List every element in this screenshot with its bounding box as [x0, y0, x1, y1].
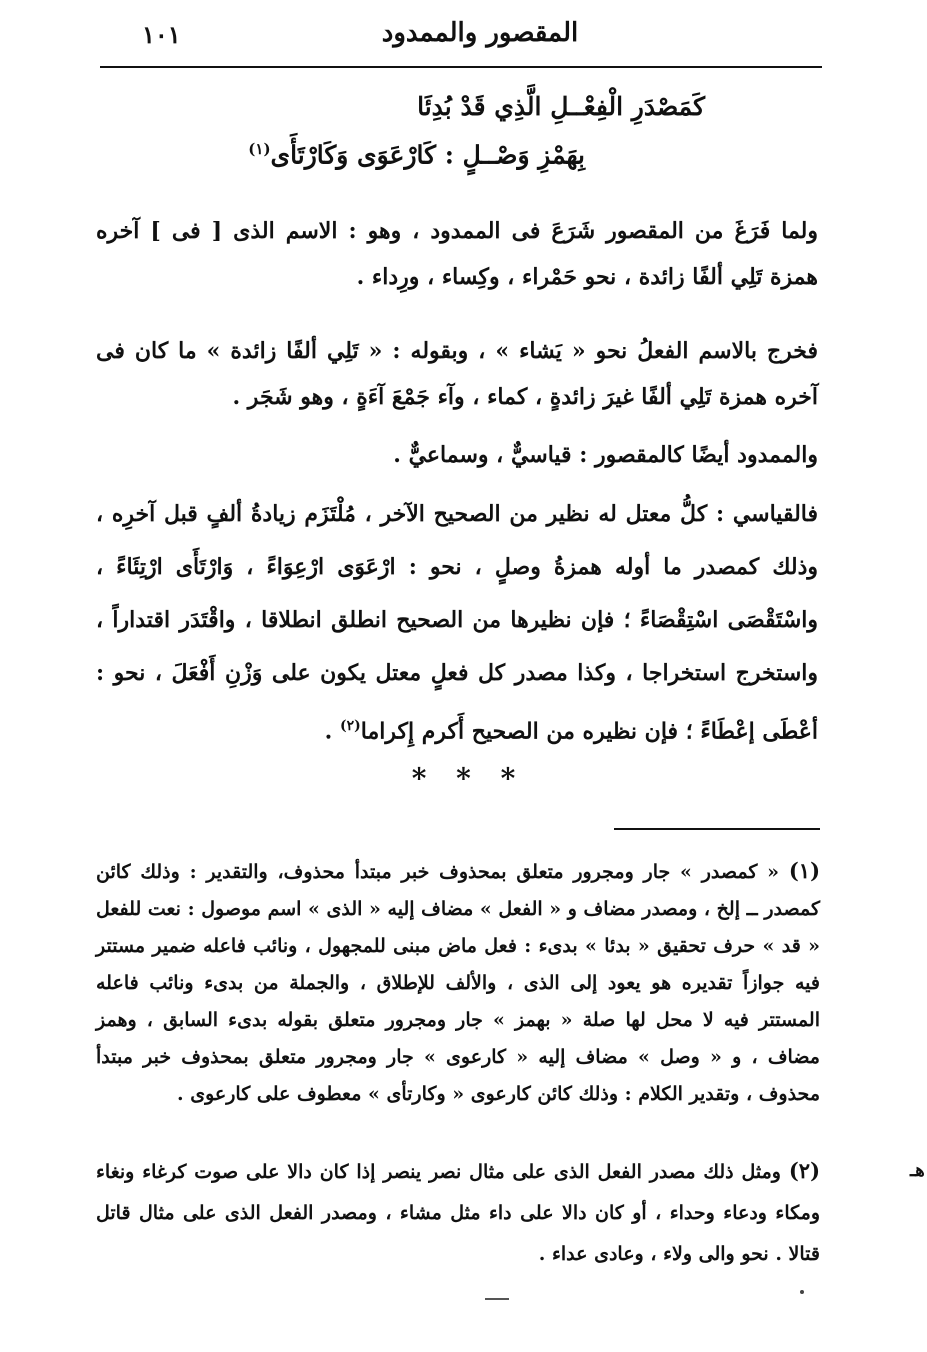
- paragraph-analogical-text: فالقياسي : كلُّ معتل له نظير من الصحيح الآخر ، مُلْتَزَم زيادةُ ألفٍ قبل آخرِه ، وذلك كمصدر ما أوله همزةُ وصلٍ ، نحو : ارْعَوَى ارْعِوَاءً ، وَارْتَأَى ارْتِئَاءً ، واسْتَقْصَى اسْتِقْصَاءً ؛ فإن نظيرها من الصحيح انطلق انطلاقا ، واقْتَدَر اقتداراً ، واستخرج استخراجا ، وكذا مصدر كل فعلٍ معتل يكون على وَزْنِ أَفْعَلَ ، نحو : أعْطَى إعْطَاءً ؛ فإن نظيره من الصحيح أَكرم إِكراما: [96, 501, 818, 745]
- paragraph-definition: ولما فَرَغَ من المقصور شَرَعَ فى الممدود ، وهو : الاسم الذى [ فى ] آخره همزة تَلِي ألفًا زائدة ، نحو حَمْراء ، وكِساء ، ورِداء .: [96, 218, 818, 290]
- footnote-2-number: (٢): [788, 1158, 820, 1183]
- margin-mark: هـ: [910, 1160, 925, 1181]
- page-header: [100, 18, 820, 62]
- footnote-1: [96, 852, 820, 1113]
- footnote-2: [96, 1150, 820, 1275]
- header-rule: [100, 66, 822, 68]
- bottom-dot: [800, 1290, 804, 1294]
- footnote-1-number: (١): [788, 858, 820, 883]
- verse-line-2-text: بِهَمْزِ وَصْــلٍ : كَارْعَوَى وَكَارْتَأَى: [270, 140, 585, 170]
- footnote-2-text: ومثل ذلك مصدر الفعل الذى على مثال نصر ينصر إذا كان دالا على صوت كرغاء ونغاء ومكاء ودعاء وحداء ، أو كان دالا على داء مثل مشاء ، ومصدر الفعل الذى على مثال قاتل قتالا . نحو والى ولاء ، وعادى عداء .: [96, 1161, 820, 1265]
- section-separator: * * *: [411, 762, 526, 795]
- footnote-ref-1: (١): [248, 140, 271, 158]
- footnote-rule: [614, 828, 820, 830]
- footnote-1-text: « كمصدر » جار ومجرور متعلق بمحذوف خبر مبتدأ محذوف، والتقدير : وذلك كائن كمصدر ــ إلخ ، ومصدر مضاف و « الفعل » مضاف إليه « الذى » اسم موصول : نعت للفعل « قد » حرف تحقيق « بدئا » بدىء : فعل ماض مبنى للمجهول ، ونائب فاعله ضمير مستتر فيه جوازاً تقديره هو يعود إلى الذى ، والألف للإطلاق ، والجملة من بدىء ونائب فاعله المستتر فيه لا محل لها صلة « بهمز » جار ومجرور متعلق بقوله بدىء السابق ، وهمز مضاف ، و « وصل » مضاف إليه « كارعوى » جار ومجرور متعلق بمحذوف خبر مبتدأ محذوف ، وتقدير الكلام : وذلك كائن كارعوى « وكارتأى » معطوف على كارعوى .: [96, 861, 820, 1105]
- page-number: ١٠١: [142, 20, 181, 49]
- paragraph-exclusions: فخرج بالاسم الفعلُ نحو « يَشاء » ، وبقوله : « تَلِي ألفًا زائدة » ما كان فى آخره همزة تَلِي ألفًا غيرَ زائدةٍ ، كماء ، وآء جَمْعَ آءَةٍ ، وهو شَجَر .: [96, 338, 818, 410]
- verse-line-2: [248, 140, 585, 169]
- footnote-ref-2: (٢): [340, 718, 361, 734]
- verse-line-1: كَمَصْدَرِ الْفِعْــلِ الَّذِي قَدْ بُدِئَا: [417, 92, 705, 121]
- paragraph-analogical-end: .: [324, 718, 340, 745]
- paragraph-analogical: [96, 488, 818, 758]
- bottom-dash: [485, 1298, 509, 1300]
- paragraph-types: والممدود أيضًا كالمقصور : قياسيٌّ ، وسماعيٌّ .: [393, 442, 818, 468]
- running-title: المقصور والممدود: [381, 18, 579, 48]
